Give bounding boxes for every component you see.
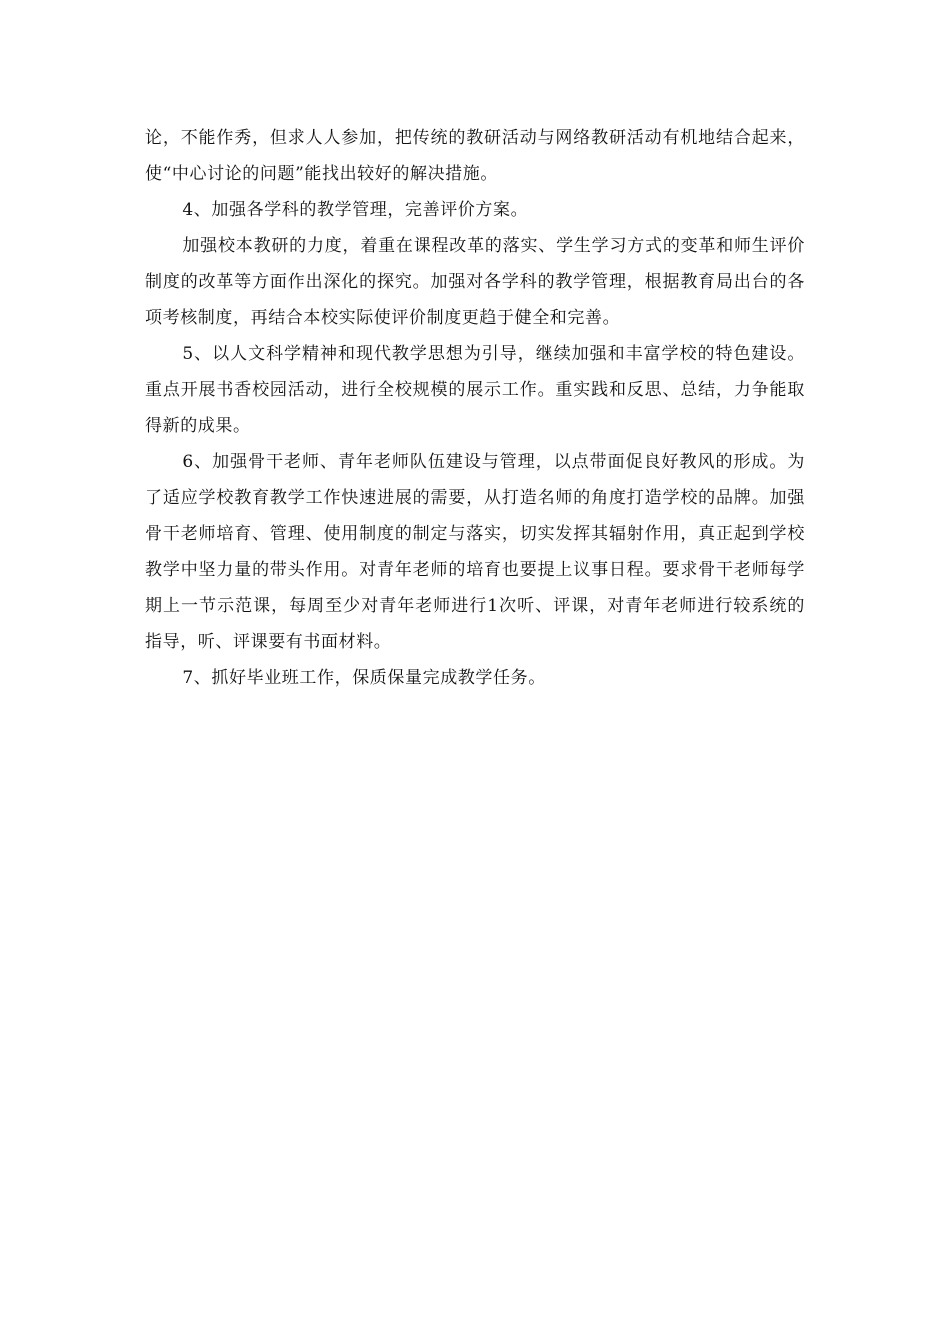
- heading-item-7: 7、抓好毕业班工作，保质保量完成教学任务。: [182, 668, 546, 688]
- paragraph-item-6: 6、加强骨干老师、青年老师队伍建设与管理，以点带面促良好教风的形成。为了适应学校教育教学工作快速进展的需要，从打造名师的角度打造学校的品牌。加强骨干老师培育、管理、使用制度的制定与落实，切实发挥其辐射作用，真正起到学校教学中坚力量的带头作用。对青年老师的培育也要提上议事日程。要求骨干老师每学期上一节示范课，每周至少对青年老师进行1次听、评课，对青年老师进行较系统的指导，听、评课要有书面材料。: [145, 452, 805, 652]
- document-body: [145, 120, 805, 696]
- paragraph-continuation: 论，不能作秀，但求人人参加，把传统的教研活动与网络教研活动有机地结合起来，使“中心讨论的问题”能找出较好的解决措施。: [145, 128, 805, 184]
- heading-item-4: 4、加强各学科的教学管理，完善评价方案。: [182, 200, 529, 220]
- paragraph-item-5: 5、以人文科学精神和现代教学思想为引导，继续加强和丰富学校的特色建设。重点开展书香校园活动，进行全校规模的展示工作。重实践和反思、总结，力争能取得新的成果。: [145, 344, 805, 436]
- paragraph-item-4-body: 加强校本教研的力度，着重在课程改革的落实、学生学习方式的变革和师生评价制度的改革等方面作出深化的探究。加强对各学科的教学管理，根据教育局出台的各项考核制度，再结合本校实际使评价制度更趋于健全和完善。: [145, 236, 805, 328]
